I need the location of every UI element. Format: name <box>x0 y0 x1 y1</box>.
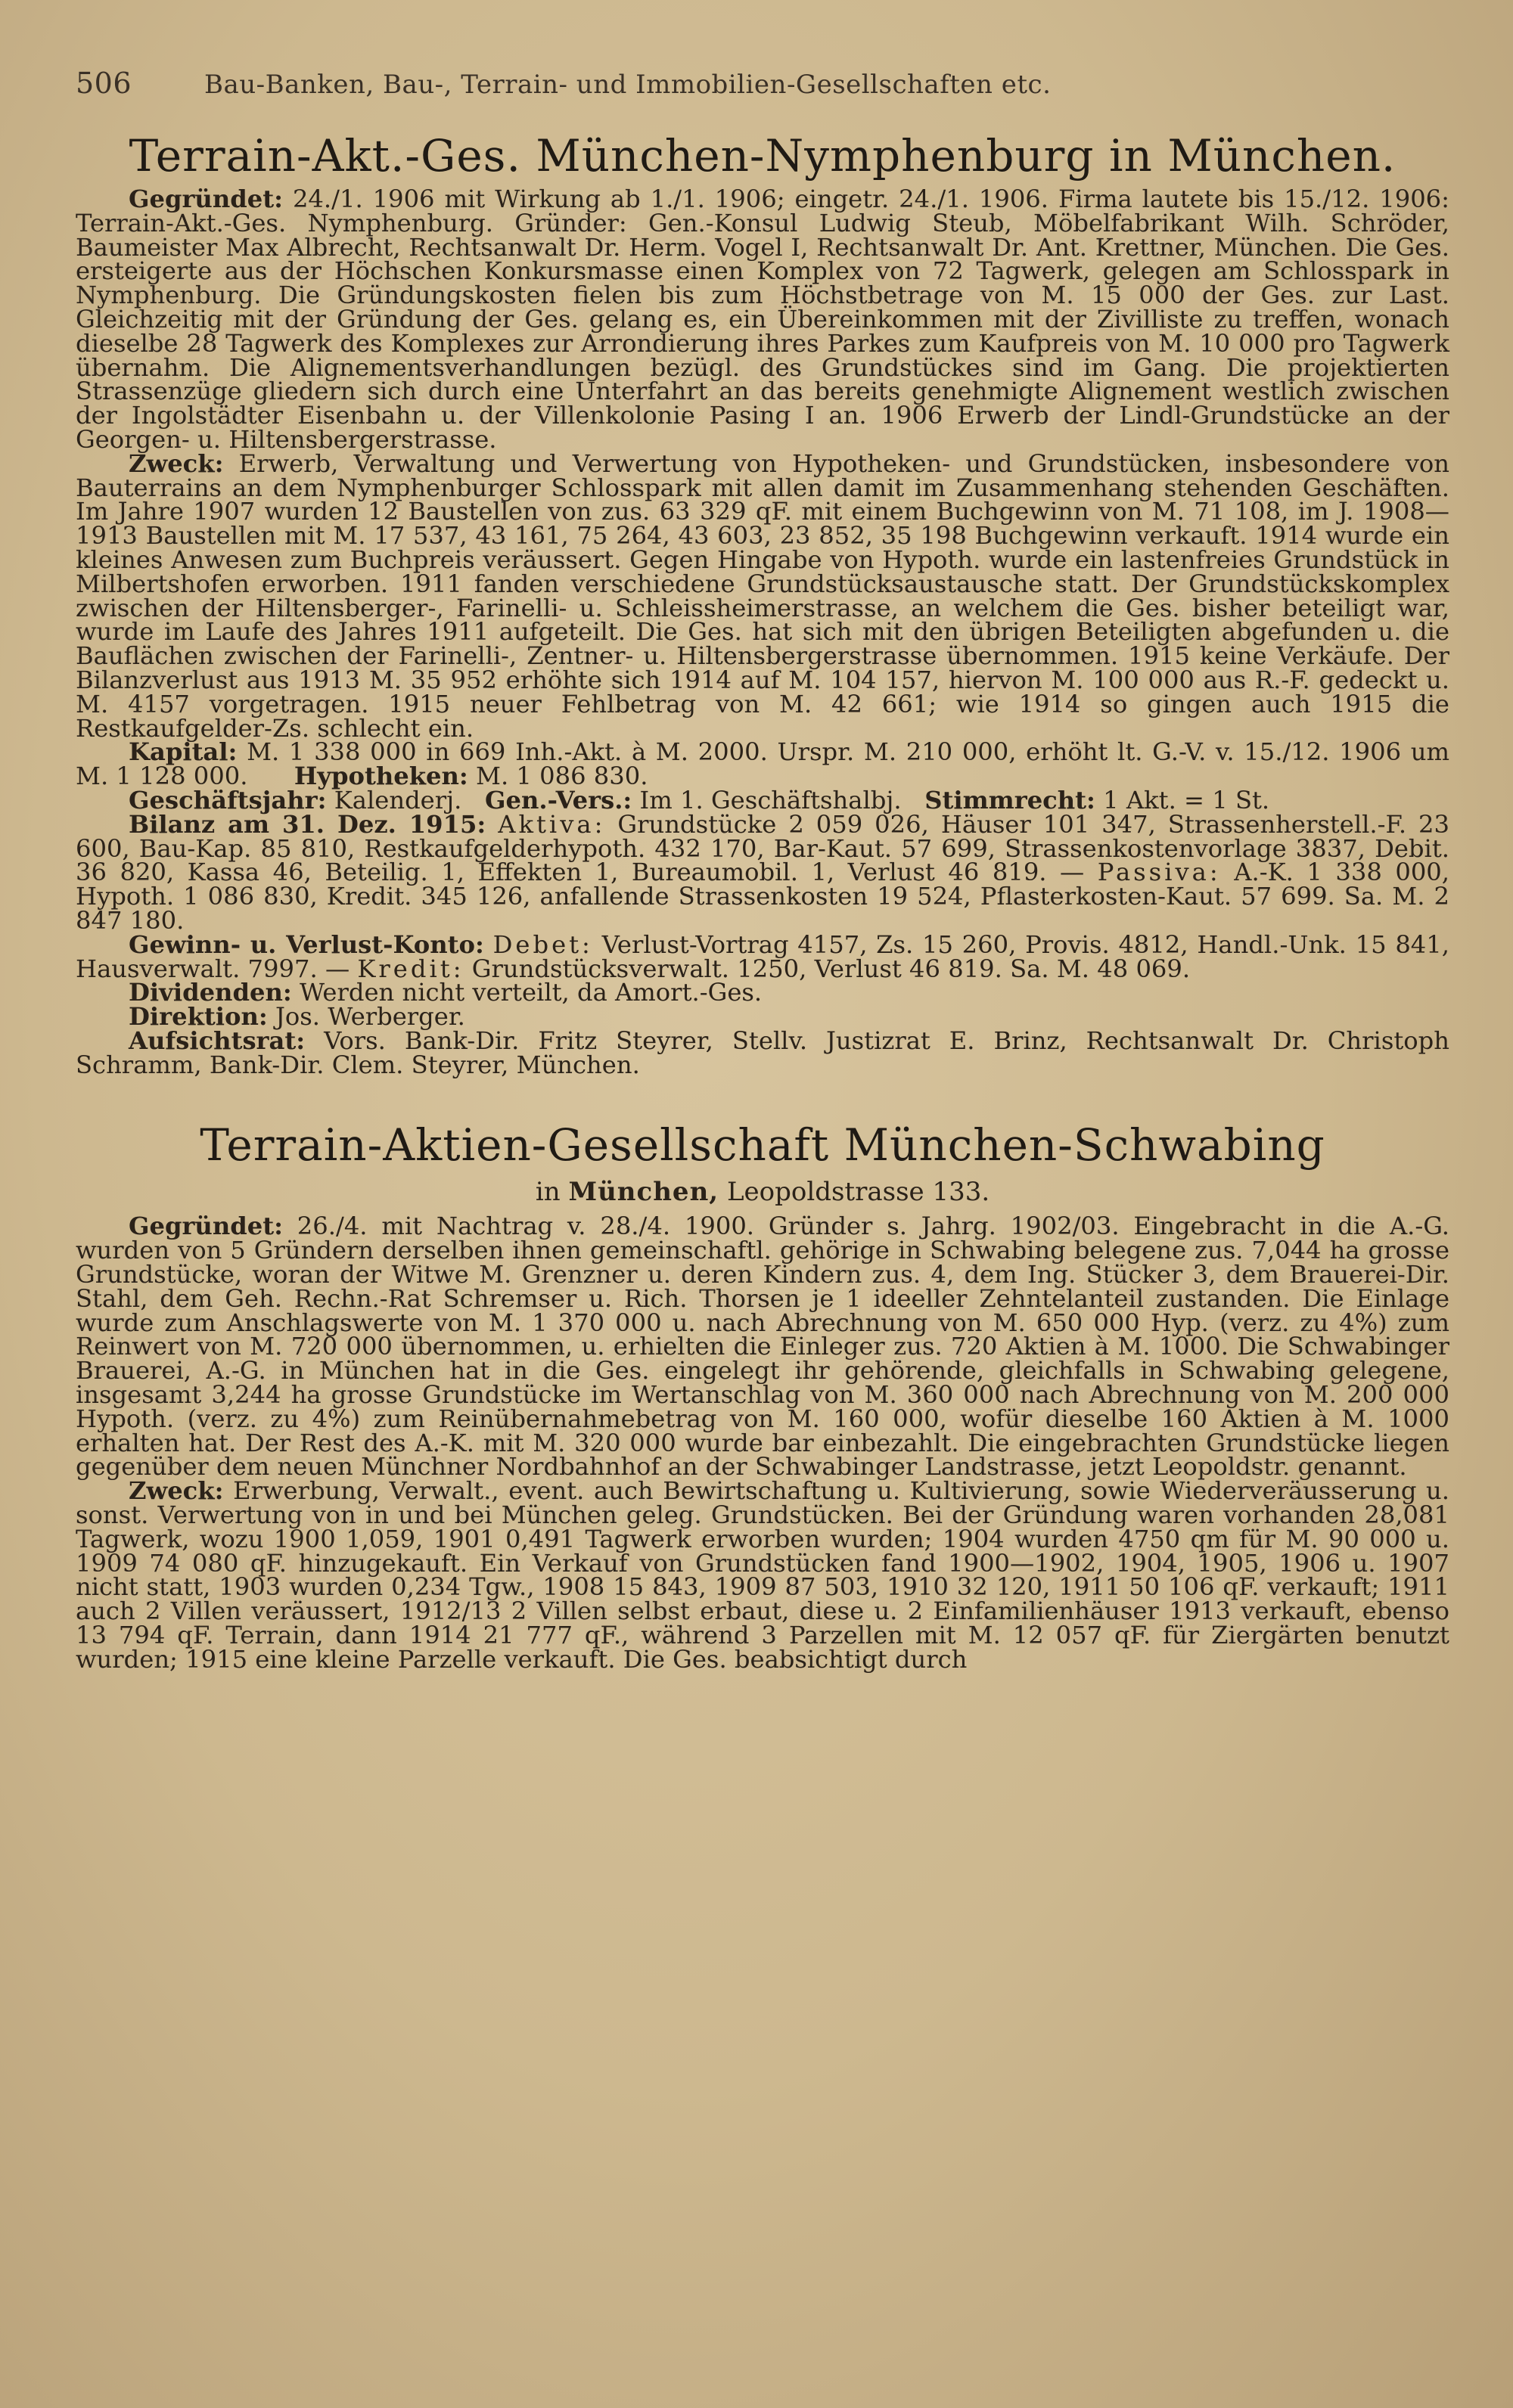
subtitle-address: Leopoldstrasse 133. <box>726 1177 990 1208</box>
section-gap <box>76 1077 1449 1119</box>
page-number: 506 <box>76 67 132 100</box>
direktion-label: Direktion: <box>129 1002 268 1032</box>
entry-1-guv <box>76 929 1450 983</box>
hypotheken-label: Hypotheken: <box>294 762 468 791</box>
dividenden-label: Dividenden: <box>129 978 292 1007</box>
entry-2-title: Terrain-Aktien-Gesellschaft München-Schwabing <box>200 1119 1325 1171</box>
gegruendet-text: 24./1. 1906 mit Wirkung ab 1./1. 1906; eingetr. 24./1. 1906. Firma lautete bis 15./12. 1906: Terrain-Akt.-Ges. Nymphenburg. Gründer: Gen.-Konsul Ludwig Steub, Möbelfabrikant Wilh. Schröder, Baumeister Max Albrecht, Rechtsanwalt Dr. Herm. Vogel I, Rechtsanwalt Dr. Ant. Krettner, München. Die Ges. ersteigerte aus der Höchschen Konkursmasse einen Komplex von 72 Tagwerk, gelegen am Schlosspark in Nymphenburg. Die Gründungskosten fielen bis zum Höchstbetrage von M. 15 000 der Ges. zur Last. Gleichzeitig mit der Gründung der Ges. gelang es, ein Übereinkommen mit der Zivilliste zu treffen, wonach dieselbe 28 Tagwerk des Komplexes zur Arrondierung ihres Parkes zum Kaufpreis von M. 10 000 pro Tagwerk übernahm. Die Alignementsverhandlungen bezügl. des Grundstückes sind im Gang. Die projektierten Strassenzüge gliedern sich durch eine Unterfahrt an das bereits genehmigte Alignement westlich zwischen der Ingolstädter Eisenbahn u. der Villenkolonie Pasing I an. 1906 Erwerb der Lindl-Grundstücke an der Georgen- u. Hiltensbergerstrasse. <box>76 185 1450 454</box>
subtitle-city: München, <box>568 1177 719 1208</box>
geschaeftsjahr-text: Kalenderj. <box>334 785 462 815</box>
zweck-label: Zweck: <box>129 448 224 478</box>
aufsichtsrat-label: Aufsichtsrat: <box>129 1026 306 1055</box>
subtitle-in: in <box>535 1177 561 1208</box>
entry-1-aufsichtsrat <box>76 1026 1450 1079</box>
debet-label: Debet: <box>492 929 593 959</box>
zweck-text: Erwerb, Verwaltung und Verwertung von Hypotheken- und Grundstücken, insbesondere von Bauterrains an dem Nymphenburger Schlosspark mit allen damit im Zusammenhang stehenden Geschäften. Im Jahre 1907 wurden 12 Baustellen von zus. 63 329 qF. mit einem Buchgewinn von M. 71 108, im J. 1908—1913 Baustellen mit M. 17 537, 43 161, 75 264, 43 603, 23 852, 35 198 Buchgewinn verkauft. 1914 wurde ein kleines Anwesen zum Buchpreis veräussert. Gegen Hingabe von Hypoth. wurde ein lastenfreies Grundstück in Milbertshofen erworben. 1911 fanden verschiedene Grundstücksaustausche statt. Der Grundstückskomplex zwischen der Hiltensberger-, Farinelli- u. Schleissheimerstrasse, an welchem die Ges. bisher beteiligt war, wurde im Laufe des Jahres 1911 aufgeteilt. Die Ges. hat sich mit den übrigen Beteiligten abgefunden u. die Bauflächen zwischen der Farinelli-, Zentner- u. Hiltensbergerstrasse übernommen. 1915 keine Verkäufe. Der Bilanzverlust aus 1913 M. 35 952 erhöhte sich 1914 auf M. 104 157, hiervon M. 100 000 aus R.-F. gedeckt u. M. 4157 vorgetragen. 1915 neuer Fehlbetrag von M. 42 661; wie 1914 so gingen auch 1915 die Restkaufgelder-Zs. schlecht ein. <box>76 448 1449 743</box>
entry-1-zweck <box>76 448 1449 743</box>
passiva-label: Passiva: <box>1097 858 1221 887</box>
aufsichtsrat-text: Vors. Bank-Dir. Fritz Steyrer, Stellv. Justizrat E. Brinz, Rechtsanwalt Dr. Christoph Schramm, Bank-Dir. Clem. Steyrer, München. <box>76 1026 1450 1079</box>
gegruendet-text: 26./4. mit Nachtrag v. 28./4. 1900. Gründer s. Jahrg. 1902/03. Eingebracht in die A.-G. wurden von 5 Gründern derselben ihnen gemeinschaftl. gehörige in Schwabing belegene zus. 7,044 ha grosse Grundstücke, woran der Witwe M. Grenzner u. deren Kindern zus. 4, dem Ing. Stücker 3, dem Brauerei-Dir. Stahl, dem Geh. Rechn.-Rat Schremser u. Rich. Thorsen je 1 ideeller Zehntelanteil zustanden. Die Einlage wurde zum Anschlagswerte von M. 1 370 000 u. nach Abrechnung von M. 650 000 Hyp. (verz. zu 4%) zum Reinwert von M. 720 000 übernommen, u. erhielten die Einleger zus. 720 Aktien à M. 1000. Die Schwabinger Brauerei, A.-G. in München hat in die Ges. eingelegt ihr gehörende, gleichfalls in Schwabing gelegene, insgesamt 3,244 ha grosse Grundstücke im Wertanschlag von M. 360 000 nach Abrechnung von M. 200 000 Hypoth. (verz. zu 4%) zum Reinübernahmebetrag von M. 160 000, wofür dieselbe 160 Aktien à M. 1000 erhalten hat. Der Rest des A.-K. mit M. 320 000 wurde bar einbezahlt. Die eingebrachten Grundstücke liegen gegenüber dem neuen Münchner Nordbahnhof an der Schwabinger Landstrasse, jetzt Leopoldstr. genannt. <box>76 1212 1449 1482</box>
entry-2-subtitle <box>76 1177 1449 1207</box>
genvers-text: Im 1. Geschäftshalbj. <box>639 785 902 815</box>
entry-2-gegruendet <box>76 1212 1449 1482</box>
stimmrecht-text: 1 Akt. = 1 St. <box>1103 785 1270 815</box>
passiva-text: A.-K. 1 338 000, Hypoth. 1 086 830, Kredit. 345 126, anfallende Strassenkosten 19 524, Pflasterkosten-Kaut. 57 699. Sa. M. 2 847 180. <box>76 858 1450 935</box>
entry-1-title: Terrain-Akt.-Ges. München-Nymphenburg in München. <box>129 130 1396 182</box>
gegruendet-label: Gegründet: <box>129 1212 283 1241</box>
kredit-label: Kredit: <box>357 954 464 983</box>
debet-text: Verlust-Vortrag 4157, Zs. 15 260, Provis. 4812, Handl.-Unk. 15 841, Hausverwalt. 7997. — <box>76 929 1450 983</box>
zweck-text: Erwerbung, Verwalt., event. auch Bewirtschaftung u. Kultivierung, sowie Wiederveräusserung u. sonst. Verwertung von in und bei München geleg. Grundstücken. Bei der Gründung waren vorhanden 28,081 Tagwerk, wozu 1900 1,059, 1901 0,491 Tagwerk erworben wurden; 1904 wurden 4750 qm für M. 90 000 u. 1909 74 080 qF. hinzugekauft. Ein Verkauf von Grundstücken fand 1900—1902, 1904, 1905, 1906 u. 1907 nicht statt, 1903 wurden 0,234 Tgw., 1908 15 843, 1909 87 503, 1910 32 120, 1911 50 106 qF. verkauft; 1911 auch 2 Villen veräussert, 1912/13 2 Villen selbst erbaut, diese u. 2 Einfamilienhäuser 1913 verkauft, ebenso 13 794 qF. Terrain, dann 1914 21 777 qF., während 3 Parzellen mit M. 12 057 qF. für Ziergärten benutzt wurden; 1915 eine kleine Parzelle verkauft. Die Ges. beabsichtigt durch <box>76 1476 1449 1674</box>
entry-1-kapital <box>76 737 1449 791</box>
direktion-text: Jos. Werberger. <box>275 1002 465 1032</box>
zweck-label: Zweck: <box>129 1476 224 1506</box>
entry-2-zweck <box>76 1476 1449 1674</box>
entry-1-gegruendet <box>76 185 1450 454</box>
genvers-label: Gen.-Vers.: <box>485 785 632 815</box>
hypotheken-text: M. 1 086 830. <box>476 762 648 791</box>
dividenden-text: Werden nicht verteilt, da Amort.-Ges. <box>299 978 763 1007</box>
geschaeftsjahr-label: Geschäftsjahr: <box>129 785 327 815</box>
gegruendet-label: Gegründet: <box>129 185 283 213</box>
guv-label: Gewinn- u. Verlust-Konto: <box>129 929 484 959</box>
kapital-label: Kapital: <box>129 737 238 767</box>
entry-1-bilanz <box>76 809 1450 935</box>
kredit-text: Grundstücksverwalt. 1250, Verlust 46 819. Sa. M. 48 069. <box>471 954 1191 983</box>
stimmrecht-label: Stimmrecht: <box>924 785 1095 815</box>
kapital-text: M. 1 338 000 in 669 Inh.-Akt. à M. 2000. Urspr. M. 210 000, erhöht lt. G.-V. v. 15./12. 1906 um M. 1 128 000. <box>76 737 1449 791</box>
running-head-title: Bau-Banken, Bau-, Terrain- und Immobilien-Gesellschaften etc. <box>204 70 1052 100</box>
running-head <box>76 67 1449 100</box>
aktiva-label: Aktiva: <box>498 809 606 839</box>
bilanz-label: Bilanz am 31. Dez. 1915: <box>129 809 486 839</box>
aktiva-text: Grundstücke 2 059 026, Häuser 101 347, Strassenherstell.-F. 23 600, Bau-Kap. 85 810, Restkaufgelderhypoth. 432 170, Bar-Kaut. 57 699, Strassenkostenvorlage 3837, Debit. 36 820, Kassa 46, Beteilig. 1, Effekten 1, Bureaumobil. 1, Verlust 46 819. — <box>76 809 1450 887</box>
